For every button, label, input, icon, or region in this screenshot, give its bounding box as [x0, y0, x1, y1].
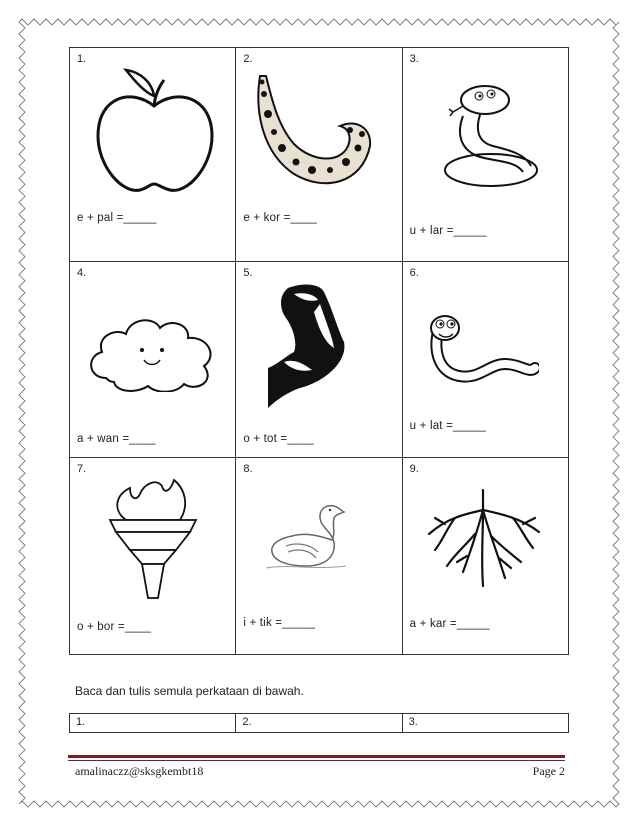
page-number: Page 2 — [532, 764, 565, 778]
cell-equation: o + tot =____ — [243, 433, 314, 445]
exercise-grid — [69, 47, 569, 655]
cloud-icon — [86, 312, 220, 392]
cell-number: 1. — [77, 53, 87, 65]
exercise-cell-2 — [236, 48, 402, 262]
cell-equation: u + lat =_____ — [409, 420, 486, 432]
duck-icon — [266, 496, 346, 572]
cell-equation: i + tik =_____ — [243, 617, 316, 629]
roots-icon — [425, 488, 543, 588]
muscle-arm-icon — [264, 282, 368, 410]
exercise-cell-7 — [70, 458, 236, 655]
cell-number: 2. — [243, 53, 253, 65]
cell-number: 5. — [243, 267, 253, 279]
cell-equation: u + lar =_____ — [409, 225, 487, 237]
footer-rule — [68, 755, 565, 758]
exercise-cell-3 — [402, 48, 568, 262]
exercise-cell-9 — [402, 458, 568, 655]
instruction-text: Baca dan tulis semula perkataan di bawah. — [75, 684, 304, 698]
exercise-cell-4 — [70, 262, 236, 458]
cell-number: 6. — [409, 267, 419, 279]
worm-icon — [429, 312, 539, 390]
exercise-cell-6 — [402, 262, 568, 458]
apple-icon — [92, 66, 217, 194]
cell-equation: e + kor =____ — [243, 212, 317, 224]
tail-icon — [254, 74, 374, 189]
cell-number: 8. — [243, 463, 253, 475]
footer-author: amalinaczz@sksgkembt18 — [75, 764, 204, 778]
exercise-cell-1 — [70, 48, 236, 262]
answer-table — [69, 713, 569, 733]
torch-icon — [106, 474, 200, 602]
cell-equation: a + wan =____ — [77, 433, 156, 445]
cell-number: 9. — [409, 463, 419, 475]
snake-icon — [433, 82, 543, 190]
cell-number: 4. — [77, 267, 87, 279]
exercise-cell-8 — [236, 458, 402, 655]
footer-rule-thin — [68, 760, 565, 761]
cell-equation: o + bor =____ — [77, 621, 152, 633]
exercise-cell-5 — [236, 262, 402, 458]
answer-cell-2[interactable]: 2. — [236, 714, 402, 733]
cell-number: 7. — [77, 463, 87, 475]
answer-cell-3[interactable]: 3. — [402, 714, 568, 733]
cell-equation: a + kar =_____ — [409, 618, 490, 630]
answer-cell-1[interactable]: 1. — [70, 714, 236, 733]
cell-equation: e + pal =_____ — [77, 212, 157, 224]
cell-number: 3. — [409, 53, 419, 65]
